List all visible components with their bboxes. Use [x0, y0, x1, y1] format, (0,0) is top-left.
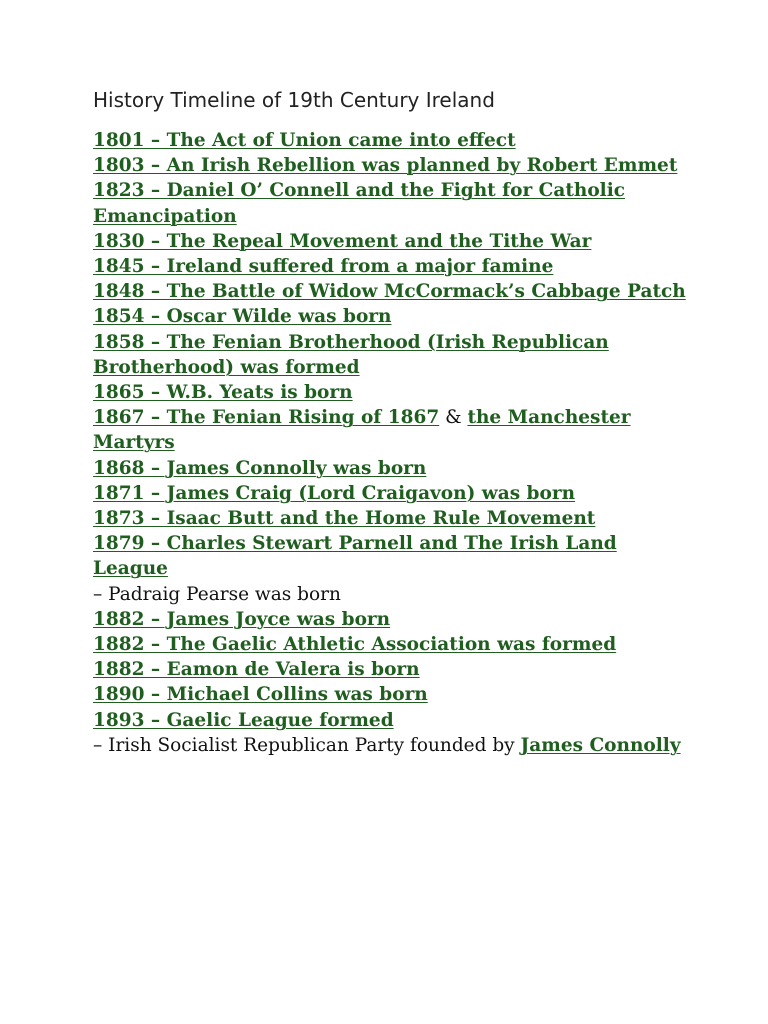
timeline-entry-link[interactable]: 1865 – W.B. Yeats is born — [93, 382, 353, 404]
timeline-entry — [93, 506, 693, 531]
timeline-entry-link[interactable]: 1882 – James Joyce was born — [93, 608, 391, 630]
timeline-entry-link[interactable]: 1893 – Gaelic League formed — [93, 709, 394, 731]
timeline-entry-link[interactable]: 1871 – James Craig (Lord Craigavon) was born — [93, 482, 576, 504]
timeline-entry-link[interactable]: 1845 – Ireland suffered from a major famine — [93, 256, 554, 278]
timeline-entry — [93, 607, 693, 632]
timeline-entry — [93, 304, 693, 329]
timeline-entry-link[interactable]: 1830 – The Repeal Movement and the Tithe War — [93, 230, 592, 252]
timeline-entry-link[interactable]: 1848 – The Battle of Widow McCormack’s Cabbage Patch — [93, 281, 686, 303]
timeline-entry-link[interactable]: 1867 – The Fenian Rising of 1867 — [93, 407, 440, 429]
timeline-entry-link[interactable]: 1854 – Oscar Wilde was born — [93, 306, 392, 328]
timeline-entry-link[interactable]: 1873 – Isaac Butt and the Home Rule Movement — [93, 508, 596, 530]
timeline-entry-link[interactable]: 1803 – An Irish Rebellion was planned by Robert Emmet — [93, 155, 678, 177]
timeline-entry-text: – Irish Socialist Republican Party founded by — [93, 734, 521, 756]
timeline-entry — [93, 481, 693, 506]
timeline-entry-link-secondary[interactable]: James Connolly — [520, 734, 681, 756]
timeline-list — [93, 128, 693, 758]
timeline-entry-link-secondary[interactable]: the Manchester Martyrs — [93, 407, 631, 454]
timeline-entry-link[interactable]: 1890 – Michael Collins was born — [93, 684, 428, 706]
timeline-entry — [93, 582, 693, 607]
timeline-entry — [93, 128, 693, 153]
timeline-entry — [93, 456, 693, 481]
timeline-entry — [93, 153, 693, 178]
timeline-entry-link[interactable]: 1879 – Charles Stewart Parnell and The Irish Land League — [93, 533, 617, 580]
timeline-entry — [93, 657, 693, 682]
timeline-entry-link[interactable]: 1823 – Daniel O’ Connell and the Fight for Catholic Emancipation — [93, 180, 626, 227]
timeline-entry — [93, 531, 693, 581]
timeline-entry-link[interactable]: 1882 – Eamon de Valera is born — [93, 659, 420, 681]
timeline-entry-link[interactable]: 1858 – The Fenian Brotherhood (Irish Republican Brotherhood) was formed — [93, 331, 609, 378]
document-page — [93, 86, 693, 758]
timeline-entry — [93, 380, 693, 405]
timeline-entry — [93, 682, 693, 707]
page-title: History Timeline of 19th Century Ireland — [93, 88, 495, 112]
timeline-entry-link[interactable]: 1868 – James Connolly was born — [93, 457, 427, 479]
timeline-entry — [93, 229, 693, 254]
timeline-entry — [93, 254, 693, 279]
timeline-entry — [93, 279, 693, 304]
timeline-entry — [93, 405, 693, 455]
timeline-entry — [93, 178, 693, 228]
timeline-entry-text: – Padraig Pearse was born — [93, 583, 341, 605]
timeline-entry-link[interactable]: 1801 – The Act of Union came into effect — [93, 130, 516, 151]
timeline-entry — [93, 708, 693, 733]
timeline-entry — [93, 632, 693, 657]
timeline-entry — [93, 330, 693, 380]
timeline-entry-link[interactable]: 1882 – The Gaelic Athletic Association was formed — [93, 634, 617, 656]
timeline-entry-connector: & — [439, 407, 468, 429]
timeline-entry — [93, 733, 693, 758]
